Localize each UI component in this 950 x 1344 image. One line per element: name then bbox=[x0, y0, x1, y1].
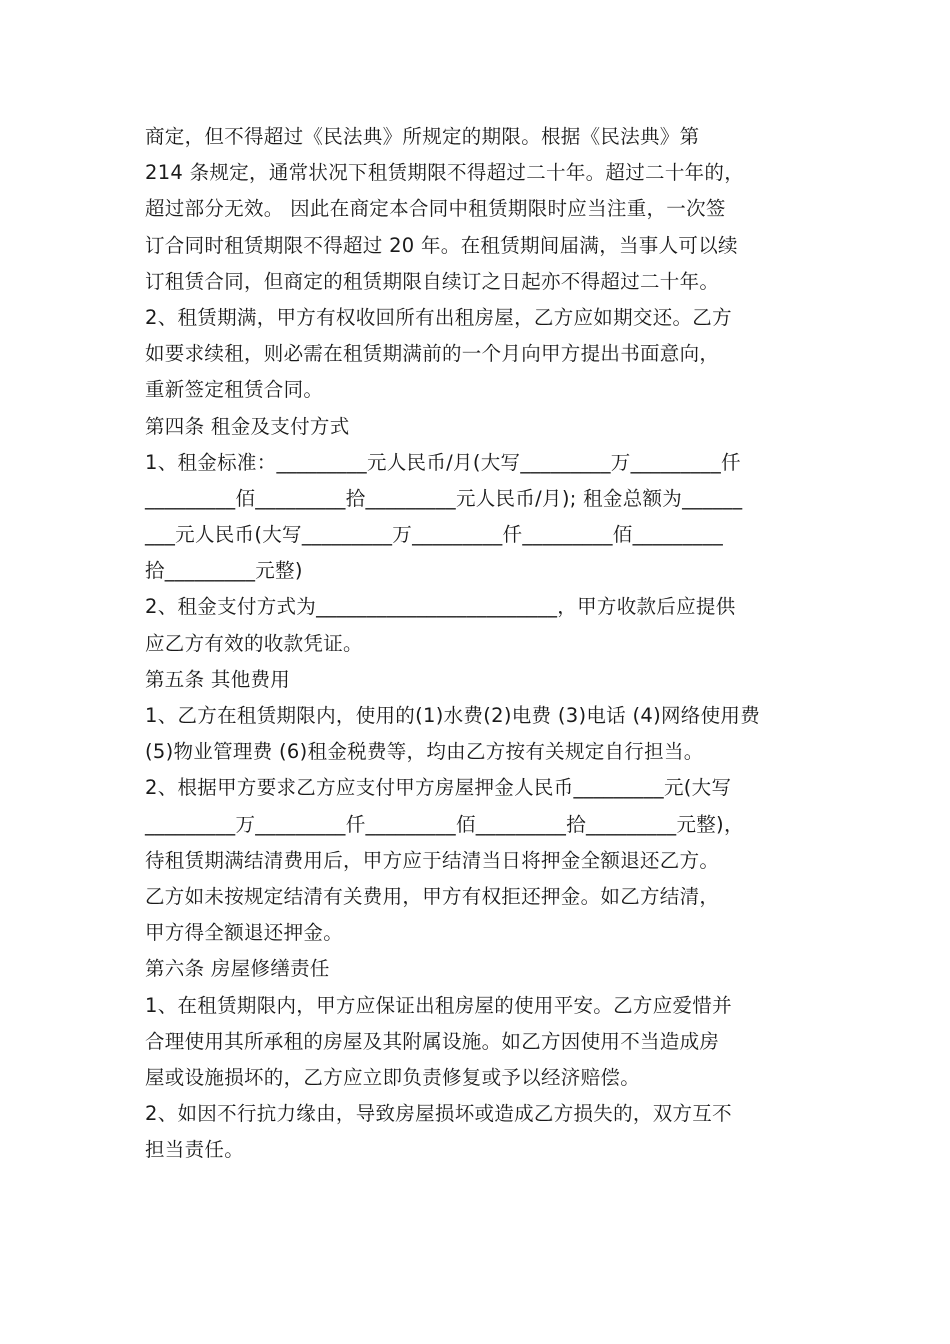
text-line: 待租赁期满结清费用后，甲方应于结清当日将押金全额退还乙方。 bbox=[145, 848, 720, 872]
text-line: (5)物业管理费 (6)租金税费等，均由乙方按有关规定自行担当。 bbox=[145, 740, 704, 764]
text-line: 合理使用其所承租的房屋及其附属设施。如乙方因使用不当造成房 bbox=[145, 1029, 720, 1053]
text-line: 2、租金支付方式为________________________，甲方收款后应提供 bbox=[145, 595, 736, 619]
text-line: _________佰_________拾_________元人民币/月); 租金总额为______ bbox=[145, 486, 743, 510]
text-line: 214 条规定，通常状况下租赁期限不得超过二十年。超过二十年的， bbox=[145, 161, 745, 185]
text-line: 2、租赁期满，甲方有权收回所有出租房屋，乙方应如期交还。乙方 bbox=[145, 305, 732, 329]
text-line: 1、乙方在租赁期限内，使用的(1)水费(2)电费 (3)电话 (4)网络使用费 bbox=[145, 704, 760, 727]
text-line: 订租赁合同，但商定的租赁期限自续订之日起亦不得超过二十年。 bbox=[145, 269, 720, 293]
text-line: 1、在租赁期限内，甲方应保证出租房屋的使用平安。乙方应爱惜并 bbox=[145, 993, 732, 1017]
text-line: 甲方得全额退还押金。 bbox=[145, 921, 344, 945]
text-line: 重新签定租赁合同。 bbox=[145, 378, 324, 402]
text-line: 商定，但不得超过《民法典》所规定的期限。根据《民法典》第 bbox=[145, 125, 700, 148]
document-body bbox=[145, 119, 825, 1168]
section-heading: 第六条 房屋修缮责任 bbox=[145, 957, 330, 981]
text-line: 2、如因不行抗力缘由，导致房屋损坏或造成乙方损失的，双方互不 bbox=[145, 1102, 732, 1126]
text-line: 应乙方有效的收款凭证。 bbox=[145, 631, 363, 655]
text-line: 2、根据甲方要求乙方应支付甲方房屋押金人民币_________元(大写 bbox=[145, 776, 732, 800]
text-line: 超过部分无效。 因此在商定本合同中租赁期限时应当注重，一次签 bbox=[145, 197, 726, 221]
text-line: ___元人民币(大写_________万_________仟_________佰_________ bbox=[145, 523, 724, 547]
text-line: 订合同时租赁期限不得超过 20 年。在租赁期间届满，当事人可以续 bbox=[145, 233, 738, 257]
text-line: 屋或设施损坏的，乙方应立即负责修复或予以经济赔偿。 bbox=[145, 1065, 641, 1089]
section-heading: 第四条 租金及支付方式 bbox=[145, 414, 350, 438]
text-line: _________万_________仟_________佰_________拾_________元整)， bbox=[145, 812, 744, 836]
text-line: 如要求续租，则必需在租赁期满前的一个月向甲方提出书面意向， bbox=[145, 342, 720, 366]
section-heading: 第五条 其他费用 bbox=[145, 667, 291, 691]
text-line: 担当责任。 bbox=[145, 1138, 245, 1162]
text-line: 乙方如未按规定结清有关费用，甲方有权拒还押金。如乙方结清， bbox=[145, 884, 720, 908]
text-line: 1、租金标准：_________元人民币/月(大写_________万_________仟 bbox=[145, 450, 741, 474]
text-line: 拾_________元整) bbox=[145, 559, 303, 583]
